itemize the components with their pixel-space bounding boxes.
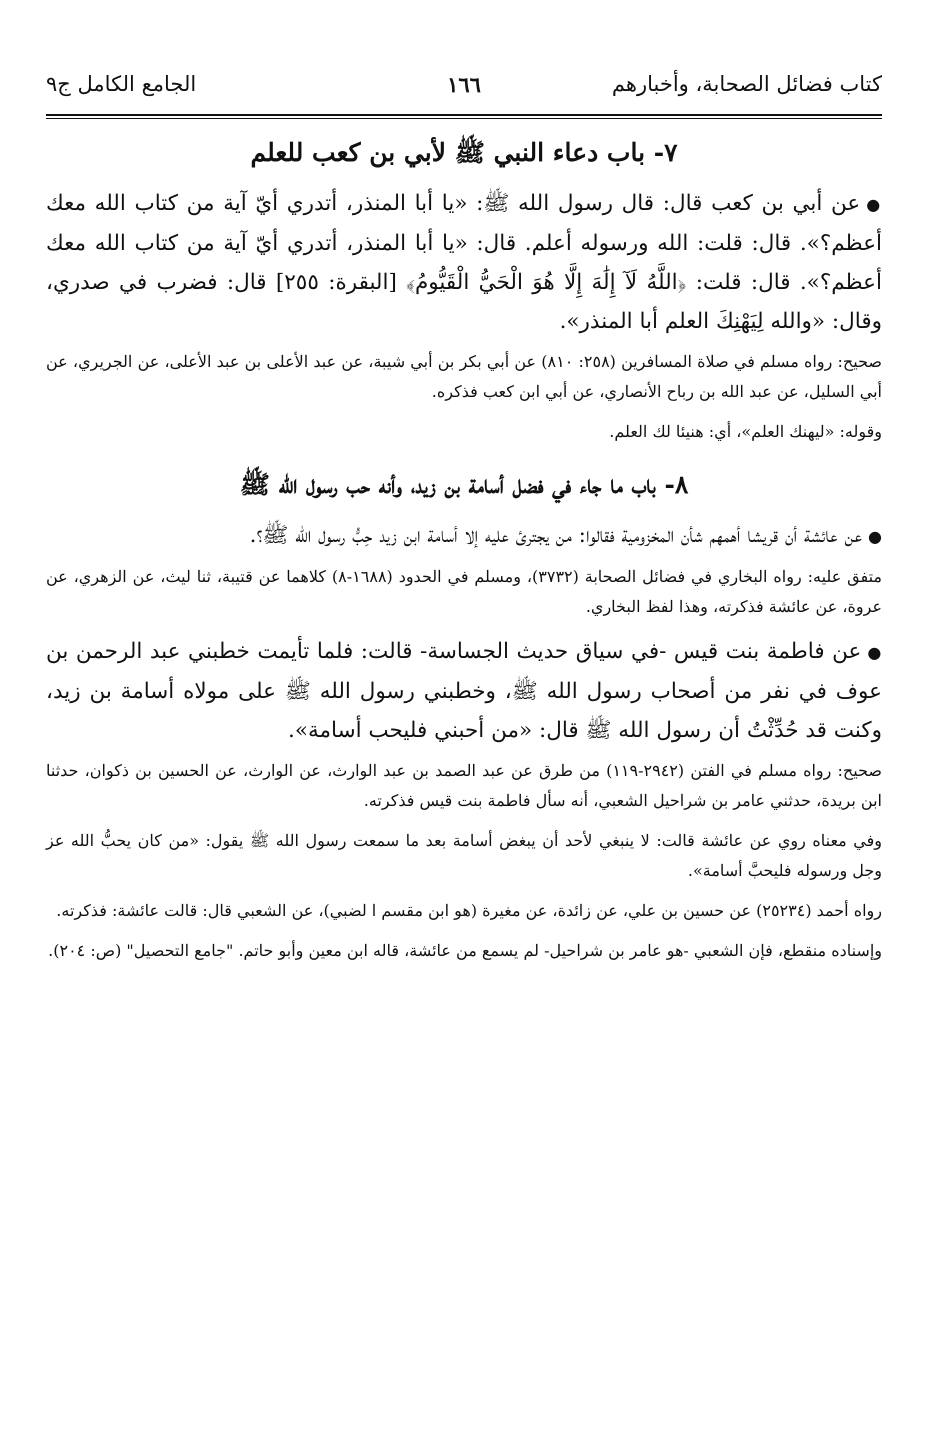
chain-assessment-note: وإسناده منقطع، فإن الشعبي -هو عامر بن شراحيل- لم يسمع من عائشة، قاله ابن معين وأبو حاتم. "جامع التحصيل" (ص: ٢٠٤). (48, 941, 882, 960)
hadith-fatima (46, 632, 882, 750)
page-number: ١٦٦ (447, 72, 481, 97)
hadith-text: عن أبي بن كعب قال: قال رسول الله ﷺ: «يا أبا المنذر، أتدري أيّ آية من كتاب الله معك أعظم؟». قال: قلت: الله ورسوله أعلم. قال: «يا أبا المنذر، أتدري أيّ آية من كتاب الله معك أعظم؟». قال: قلت: ﴿اللَّهُ لَآ إِلَٰهَ إِلَّا هُوَ الْحَيُّ الْقَيُّومُ﴾ [البقرة: ٢٥٥] قال: فضرب في صدري، وقال: «والله لِيَهْنِكَ العلم أبا المنذر». (46, 191, 882, 334)
explanation-note: وقوله: «ليهنك العلم»، أي: هنيئا لك العلم. (609, 422, 882, 441)
hadith-text: عن فاطمة بنت قيس -في سياق حديث الجساسة- قالت: فلما تأيمت خطبني عبد الرحمن بن عوف في نفر من أصحاب رسول الله ﷺ، وخطبني رسول الله ﷺ على مولاه أسامة بن زيد، وكنت قد حُدِّثْتُ أن رسول الله ﷺ قال: «من أحبني فليحب أسامة». (46, 639, 882, 743)
supporting-narration-note: وفي معناه روي عن عائشة قالت: لا ينبغي لأحد أن يبغض أسامة بعد ما سمعت رسول الله ﷺ يقول: «من كان يحبُّ الله عز وجل ورسوله فليحبَّ أسامة». (46, 831, 882, 880)
hadith-text: عن عائشة أن قريشا أهمهم شأن المخزومية فقالوا: من يجترئ عليه إلا أسامة ابن زيد حِبُّ رسول الله ﷺ؟. (249, 523, 863, 548)
chapter-title-7: ٧- باب دعاء النبي ﷺ لأبي بن كعب للعلم (250, 138, 678, 167)
hadith-aisha (46, 516, 882, 556)
header-divider (46, 114, 882, 119)
book-section-title: كتاب فضائل الصحابة، وأخبارهم (611, 72, 882, 96)
hadith-ubayy (46, 184, 882, 341)
takhrij-note: صحيح: رواه مسلم في الفتن (٢٩٤٢-١١٩) من طرق عن عبد الصمد بن عبد الوارث، عن الوارث، عن الحسين بن ذكوان، حدثنا ابن بريدة، حدثني عامر بن شراحيل الشعبي، أنه سأل فاطمة بنت قيس فذكرته. (46, 761, 883, 810)
bullet-icon: ● (866, 195, 882, 214)
takhrij-note: صحيح: رواه مسلم في صلاة المسافرين (٢٥٨: ٨١٠) عن أبي بكر بن أبي شيبة، عن عبد الأعلى بن عبد الأعلى، عن الجريري، عن أبي السليل، عن عبد الله بن رباح الأنصاري، عن أبي ابن كعب فذكره. (46, 352, 882, 401)
takhrij-note: رواه أحمد (٢٥٢٣٤) عن حسين بن علي، عن زائدة، عن مغيرة (هو ابن مقسم ا لضبي)، عن الشعبي قال: قالت عائشة: فذكرته. (56, 901, 882, 920)
running-header (46, 62, 882, 110)
chapter-title-8: ٨- باب ما جاء في فضل أسامة بن زيد، وأنه حب رسول الله ﷺ (239, 470, 689, 499)
volume-title: الجامع الكامل ج٩ (46, 72, 197, 96)
bullet-icon: ● (867, 643, 882, 662)
book-page (0, 62, 940, 1437)
bullet-icon: ● (868, 527, 882, 546)
takhrij-note: متفق عليه: رواه البخاري في فضائل الصحابة (٣٧٣٢)، ومسلم في الحدود (١٦٨٨-٨) كلاهما عن قتيبة، ثنا ليث، عن الزهري، عن عروة، عن عائشة فذكرته، وهذا لفظ البخاري. (46, 567, 883, 616)
